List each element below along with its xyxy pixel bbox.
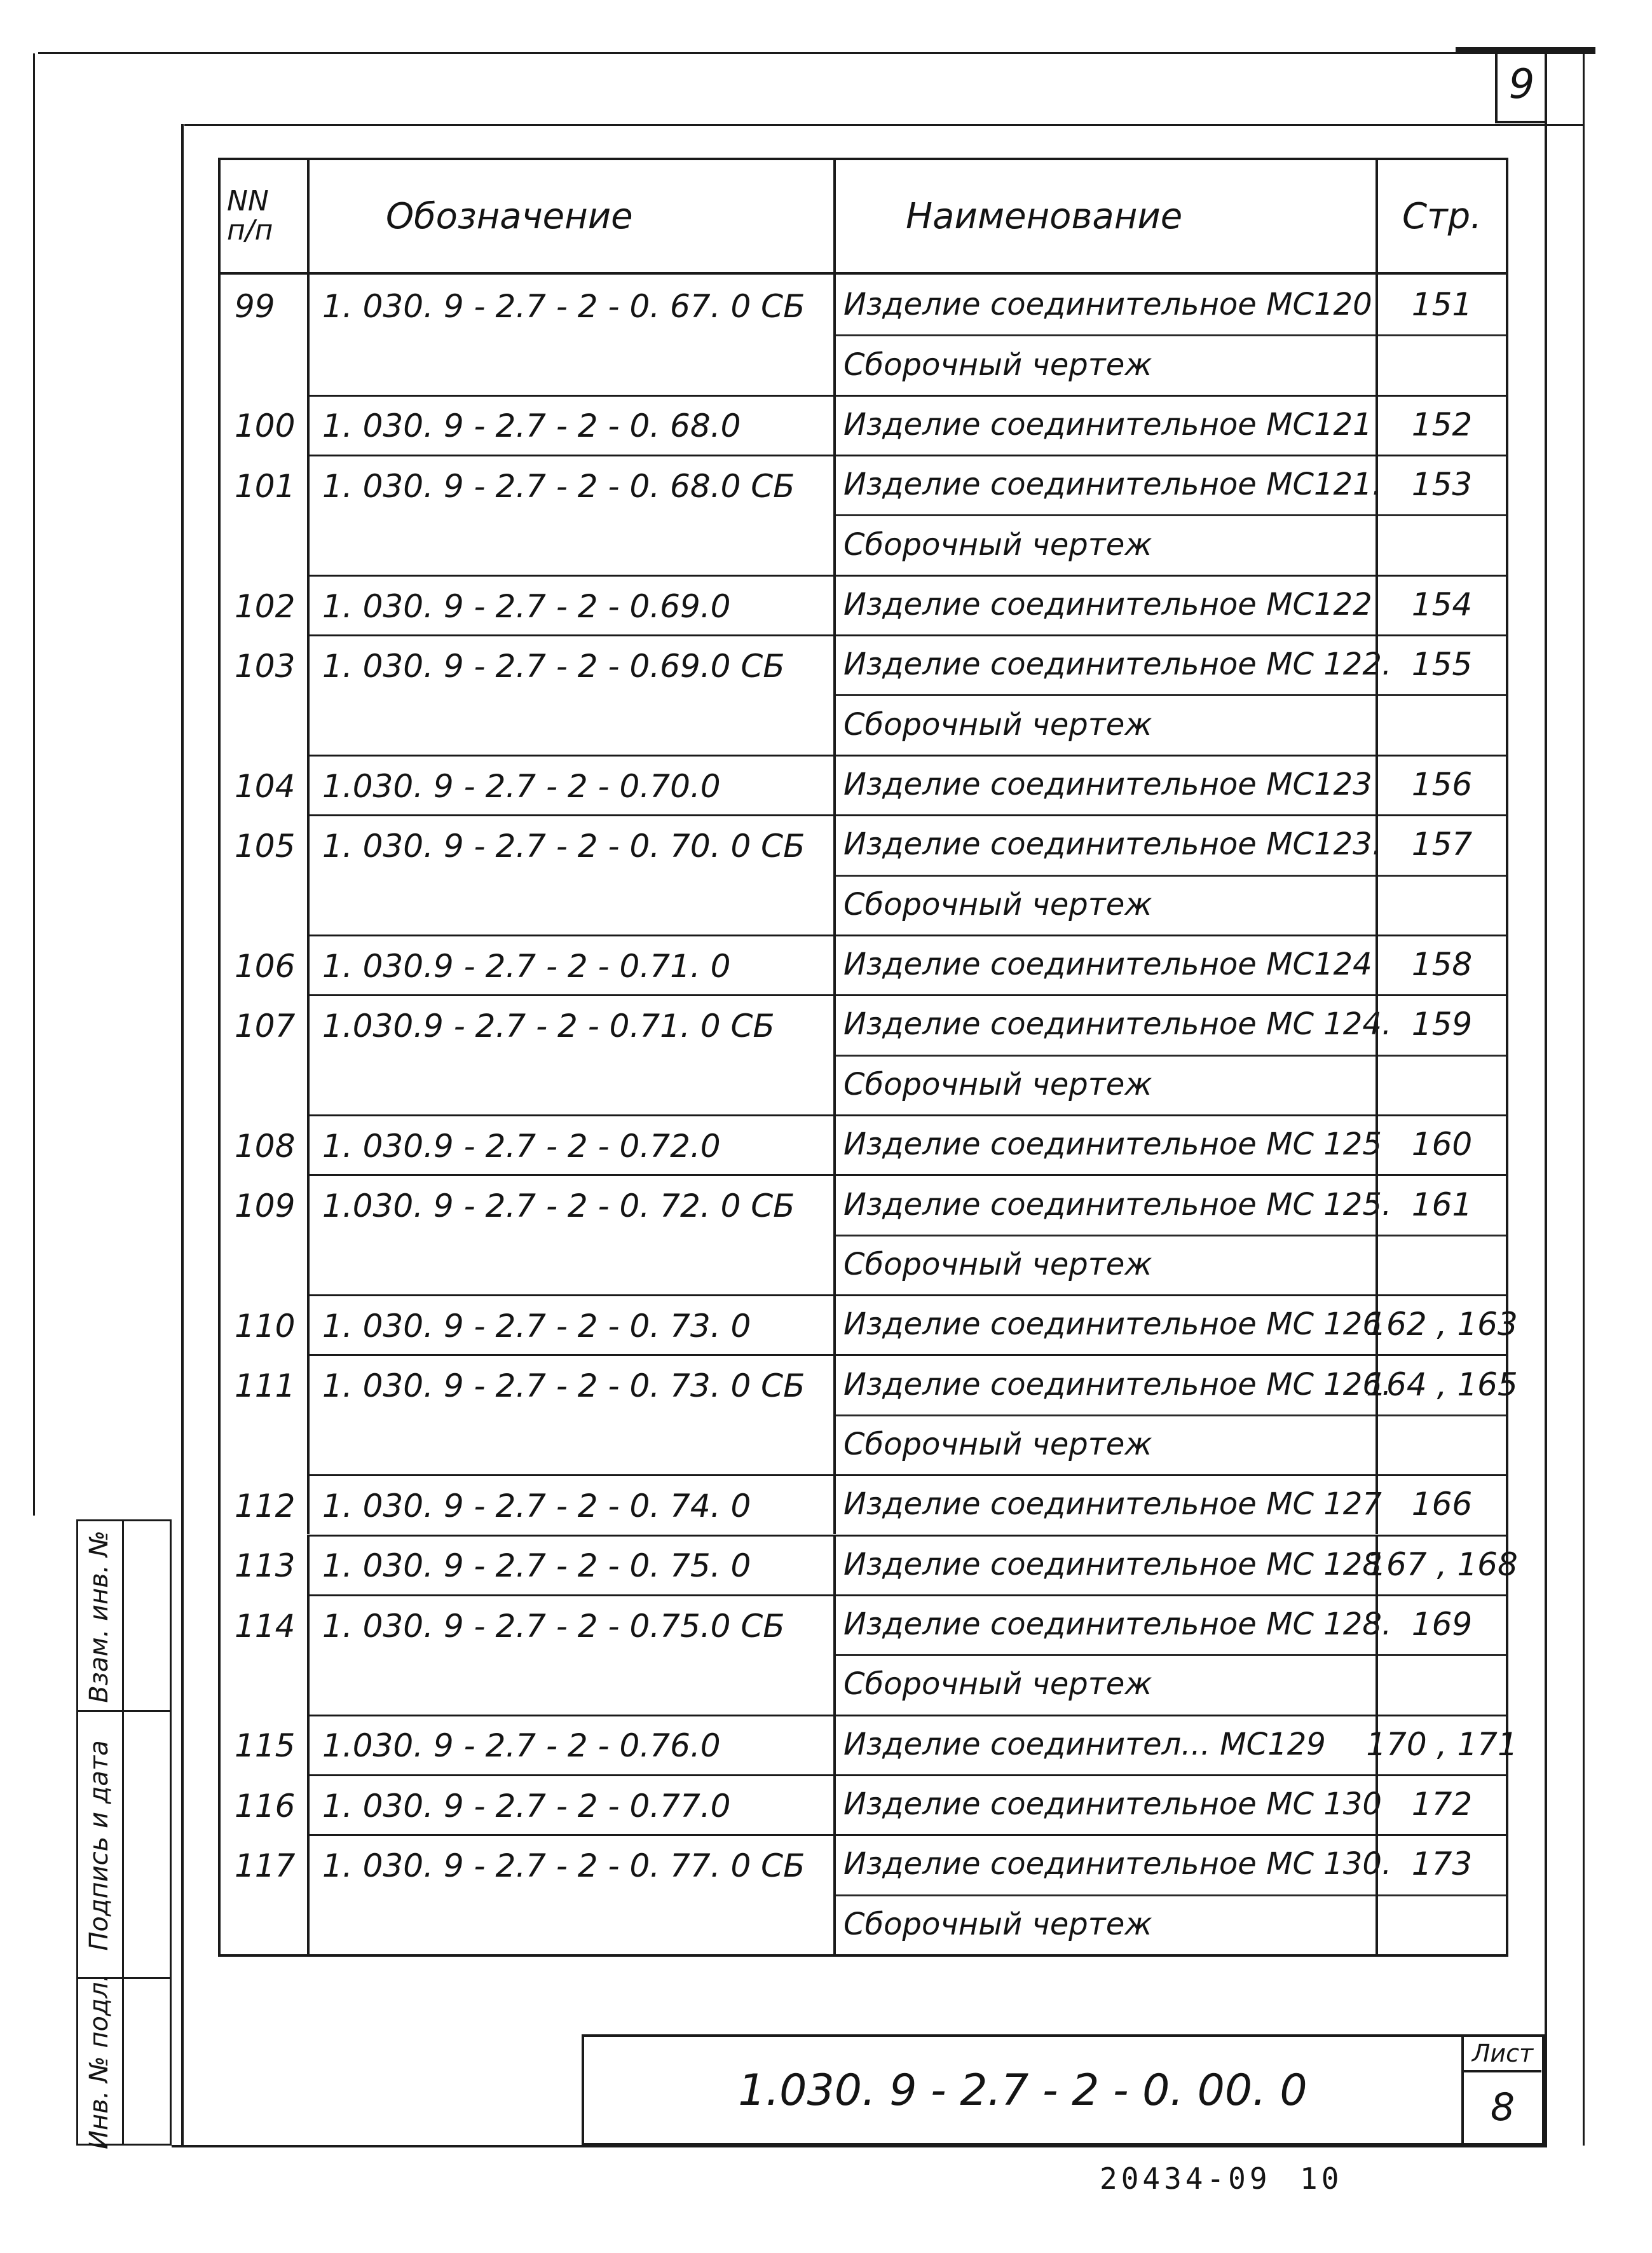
row-sub-name: Сборочный чертеж bbox=[833, 1654, 1376, 1714]
row-number: 108 bbox=[235, 1127, 296, 1165]
row-page: 167 , 168 bbox=[1376, 1535, 1506, 1594]
side-stamp-divider-v bbox=[122, 1519, 124, 2146]
row-page: 158 bbox=[1376, 935, 1506, 994]
row-name: Изделие соединительное МС 124. bbox=[833, 994, 1376, 1054]
header-name: Наименование bbox=[833, 160, 1376, 275]
sheet-cell bbox=[1461, 2037, 1541, 2143]
row-divider bbox=[307, 455, 1506, 456]
top-border-line-thick bbox=[1456, 47, 1595, 53]
row-number: 112 bbox=[235, 1487, 296, 1524]
row-number: 103 bbox=[235, 647, 296, 685]
row-designation: 1. 030.9 - 2.7 - 2 - 0.72.0 bbox=[307, 1114, 833, 1174]
row-designation: 1. 030. 9 - 2.7 - 2 - 0.75.0 СБ bbox=[307, 1594, 833, 1715]
right-frame-line bbox=[1545, 53, 1547, 2146]
header-num: NN п/п bbox=[221, 160, 307, 275]
table-row bbox=[221, 1594, 1506, 1715]
row-name: Изделие соединительное МС 126 bbox=[833, 1294, 1376, 1354]
row-page: 154 bbox=[1376, 575, 1506, 634]
row-sub-page-cell bbox=[1376, 875, 1506, 935]
row-number: 99 bbox=[235, 287, 275, 325]
table-row bbox=[221, 755, 1506, 814]
row-page: 161 bbox=[1376, 1174, 1506, 1234]
row-divider bbox=[307, 1715, 1506, 1716]
row-designation: 1. 030. 9 - 2.7 - 2 - 0. 70. 0 СБ bbox=[307, 814, 833, 935]
row-number: 106 bbox=[235, 947, 296, 985]
row-name: Изделие соединительное МС123. bbox=[833, 814, 1376, 874]
row-name: Изделие соединительное МС 125 bbox=[833, 1114, 1376, 1174]
row-name: Изделие соединительное МС 122. bbox=[833, 634, 1376, 694]
row-sub-page-cell bbox=[1376, 514, 1506, 574]
row-sub-name: Сборочный чертеж bbox=[833, 694, 1376, 754]
top-border-line bbox=[38, 52, 1595, 54]
row-page: 152 bbox=[1376, 395, 1506, 455]
row-designation: 1. 030. 9 - 2.7 - 2 - 0. 68.0 bbox=[307, 395, 833, 455]
row-designation: 1. 030. 9 - 2.7 - 2 - 0. 73. 0 bbox=[307, 1294, 833, 1354]
row-number: 110 bbox=[235, 1307, 296, 1345]
row-number: 109 bbox=[235, 1188, 296, 1225]
row-divider bbox=[307, 1174, 1506, 1176]
row-sub-name: Сборочный чертеж bbox=[833, 1894, 1376, 1954]
row-page: 155 bbox=[1376, 634, 1506, 694]
row-page: 151 bbox=[1376, 275, 1506, 334]
row-name: Изделие соединительное МС 128. bbox=[833, 1594, 1376, 1654]
row-page: 172 bbox=[1376, 1774, 1506, 1834]
row-name: Изделие соединительное МС 128 bbox=[833, 1535, 1376, 1594]
row-name: Изделие соединительное МС 127 bbox=[833, 1474, 1376, 1534]
row-divider bbox=[307, 1114, 1506, 1116]
title-block bbox=[582, 2034, 1545, 2146]
row-divider bbox=[307, 1834, 1506, 1836]
row-divider bbox=[307, 935, 1506, 936]
row-designation: 1. 030. 9 - 2.7 - 2 - 0. 68.0 СБ bbox=[307, 455, 833, 575]
row-designation: 1.030. 9 - 2.7 - 2 - 0. 72. 0 СБ bbox=[307, 1174, 833, 1294]
table-row bbox=[221, 1774, 1506, 1834]
row-page: 169 bbox=[1376, 1594, 1506, 1654]
row-divider bbox=[307, 814, 1506, 816]
row-page: 170 , 171 bbox=[1376, 1715, 1506, 1774]
row-sub-name: Сборочный чертеж bbox=[833, 1414, 1376, 1474]
row-designation: 1. 030. 9 - 2.7 - 2 - 0. 77. 0 СБ bbox=[307, 1834, 833, 1954]
row-number: 114 bbox=[235, 1607, 296, 1645]
table-row bbox=[221, 935, 1506, 994]
table-row bbox=[221, 1834, 1506, 1954]
table-row bbox=[221, 1114, 1506, 1174]
row-name: Изделие соединительное МС123 bbox=[833, 755, 1376, 814]
row-number: 111 bbox=[235, 1367, 296, 1405]
specification-table bbox=[218, 158, 1518, 1957]
row-sub-name: Сборочный чертеж bbox=[833, 875, 1376, 935]
row-sub-name: Сборочный чертеж bbox=[833, 334, 1376, 394]
row-sub-name: Сборочный чертеж bbox=[833, 1055, 1376, 1114]
row-number: 100 bbox=[235, 407, 296, 445]
row-divider bbox=[307, 1535, 1506, 1537]
row-number: 115 bbox=[235, 1727, 296, 1765]
row-designation: 1. 030. 9 - 2.7 - 2 - 0. 75. 0 bbox=[307, 1535, 833, 1594]
header-designation: Обозначение bbox=[307, 160, 833, 275]
row-page: 157 bbox=[1376, 814, 1506, 874]
row-sub-page-cell bbox=[1376, 694, 1506, 754]
row-designation: 1.030.9 - 2.7 - 2 - 0.71. 0 СБ bbox=[307, 994, 833, 1114]
row-number: 113 bbox=[235, 1547, 296, 1585]
row-number: 107 bbox=[235, 1008, 296, 1045]
row-page: 159 bbox=[1376, 994, 1506, 1054]
row-divider bbox=[307, 395, 1506, 397]
far-left-line bbox=[33, 53, 35, 1516]
side-label-signature-date: Подпись и дата bbox=[85, 1740, 114, 1951]
row-divider bbox=[307, 1354, 1506, 1356]
archive-number: 20434-09 bbox=[1100, 2161, 1271, 2196]
row-name: Изделие соединительное МС124 bbox=[833, 935, 1376, 994]
row-page: 153 bbox=[1376, 455, 1506, 514]
row-page: 162 , 163 bbox=[1376, 1294, 1506, 1354]
row-divider bbox=[307, 1774, 1506, 1776]
document-code: 1.030. 9 - 2.7 - 2 - 0. 00. 0 bbox=[738, 2065, 1307, 2116]
row-page: 164 , 165 bbox=[1376, 1354, 1506, 1414]
row-divider bbox=[307, 575, 1506, 577]
row-sub-name: Сборочный чертеж bbox=[833, 514, 1376, 574]
row-name: Изделие соединительное МС 126. bbox=[833, 1354, 1376, 1414]
table-row bbox=[221, 1294, 1518, 1354]
row-number: 101 bbox=[235, 467, 296, 505]
row-designation: 1. 030. 9 - 2.7 - 2 - 0. 67. 0 СБ bbox=[307, 275, 833, 395]
row-name: Изделие соединительное МС122 bbox=[833, 575, 1376, 634]
row-sub-page-cell bbox=[1376, 1414, 1506, 1474]
row-page: 173 bbox=[1376, 1834, 1506, 1894]
table-row bbox=[221, 275, 1506, 395]
footer-page-number: 10 bbox=[1300, 2161, 1343, 2196]
row-designation: 1. 030. 9 - 2.7 - 2 - 0.69.0 bbox=[307, 575, 833, 634]
row-divider bbox=[307, 634, 1506, 636]
row-page: 156 bbox=[1376, 755, 1506, 814]
table-row bbox=[221, 1354, 1518, 1474]
table-row bbox=[221, 814, 1506, 935]
row-divider bbox=[307, 1594, 1506, 1596]
row-divider bbox=[307, 1474, 1506, 1476]
row-number: 117 bbox=[235, 1847, 296, 1885]
row-page: 160 bbox=[1376, 1114, 1506, 1174]
corner-page-number: 9 bbox=[1508, 61, 1535, 108]
inner-top-line bbox=[184, 124, 1583, 126]
table-row bbox=[221, 395, 1506, 455]
row-name: Изделие соединител... МС129 bbox=[833, 1715, 1376, 1774]
row-designation: 1. 030. 9 - 2.7 - 2 - 0.69.0 СБ bbox=[307, 634, 833, 755]
side-label-replaced-inv: Взам. инв. № bbox=[85, 1530, 114, 1703]
sheet-label: Лист bbox=[1464, 2037, 1541, 2072]
row-divider bbox=[307, 755, 1506, 757]
row-name: Изделие соединительное МС121 bbox=[833, 395, 1376, 455]
row-sub-name: Сборочный чертеж bbox=[833, 1235, 1376, 1294]
row-number: 105 bbox=[235, 827, 296, 865]
header-page: Стр. bbox=[1376, 160, 1506, 275]
row-name: Изделие соединительное МС121. bbox=[833, 455, 1376, 514]
table-row bbox=[221, 1535, 1518, 1594]
row-divider bbox=[307, 1294, 1506, 1296]
left-frame-line bbox=[181, 124, 184, 2146]
row-designation: 1.030. 9 - 2.7 - 2 - 0.70.0 bbox=[307, 755, 833, 814]
row-sub-page-cell bbox=[1376, 1055, 1506, 1114]
table-row bbox=[221, 994, 1506, 1114]
right-frame-line-outer bbox=[1583, 53, 1585, 2146]
row-designation: 1. 030. 9 - 2.7 - 2 - 0.77.0 bbox=[307, 1774, 833, 1834]
row-page: 166 bbox=[1376, 1474, 1506, 1534]
row-name: Изделие соединительное МС 125. bbox=[833, 1174, 1376, 1234]
table-row bbox=[221, 1174, 1506, 1294]
row-sub-page-cell bbox=[1376, 1235, 1506, 1294]
table-row bbox=[221, 1715, 1518, 1774]
row-sub-page-cell bbox=[1376, 1654, 1506, 1714]
table-row bbox=[221, 634, 1506, 755]
row-number: 102 bbox=[235, 587, 296, 625]
row-name: Изделие соединительное МС 130. bbox=[833, 1834, 1376, 1894]
row-number: 104 bbox=[235, 767, 296, 805]
table-row bbox=[221, 575, 1506, 634]
row-designation: 1. 030. 9 - 2.7 - 2 - 0. 74. 0 bbox=[307, 1474, 833, 1534]
row-number: 116 bbox=[235, 1787, 296, 1825]
table-row bbox=[221, 1474, 1506, 1534]
row-name: Изделие соединительное МС 130 bbox=[833, 1774, 1376, 1834]
row-designation: 1.030. 9 - 2.7 - 2 - 0.76.0 bbox=[307, 1715, 833, 1774]
row-sub-page-cell bbox=[1376, 334, 1506, 394]
table-row bbox=[221, 455, 1506, 575]
sheet-number: 8 bbox=[1490, 2085, 1515, 2130]
row-name: Изделие соединительное МС120 bbox=[833, 275, 1376, 334]
row-designation: 1. 030. 9 - 2.7 - 2 - 0. 73. 0 СБ bbox=[307, 1354, 833, 1474]
row-sub-page-cell bbox=[1376, 1894, 1506, 1954]
row-divider bbox=[307, 994, 1506, 996]
side-label-inv-original: Инв. № подл. bbox=[85, 1974, 114, 2149]
row-designation: 1. 030.9 - 2.7 - 2 - 0.71. 0 bbox=[307, 935, 833, 994]
